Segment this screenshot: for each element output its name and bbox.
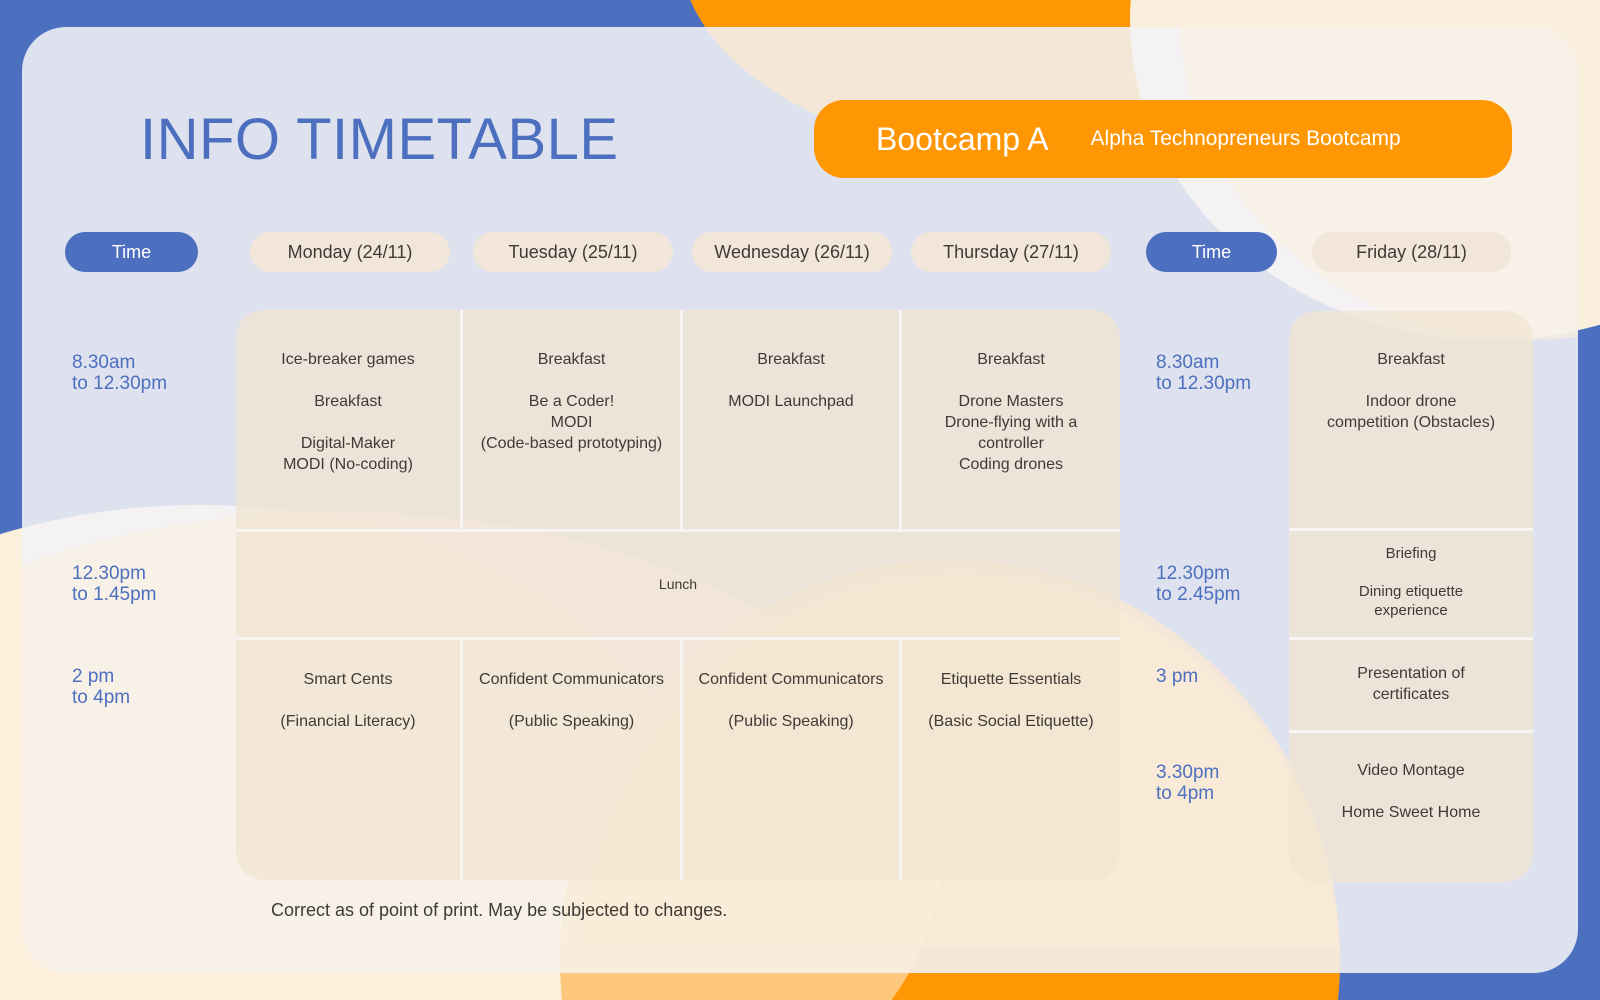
thursday-morning-cell: Breakfast Drone Masters Drone-flying with a controller Coding drones [944,351,1078,473]
friday-late-cell: Video Montage Home Sweet Home [1341,762,1481,821]
time-three-right: 3 pm [1156,666,1199,687]
friday-header: Friday (28/11) [1312,232,1511,272]
friday-grid [1289,311,1533,882]
time-header-right: Time [1146,232,1277,272]
thursday-header: Thursday (27/11) [911,232,1111,272]
time-lunch-left: 12.30pm to 1.45pm [72,563,157,605]
divider [1289,730,1533,733]
time-afternoon-left: 2 pm to 4pm [72,666,131,708]
divider [680,310,683,532]
friday-morning-cell: Breakfast Indoor drone competition (Obstacles) [1326,351,1496,431]
tuesday-morning-cell: Breakfast Be a Coder! MODI (Code-based prototyping) [480,351,663,452]
tuesday-header: Tuesday (25/11) [473,232,673,272]
time-morning-right: 8.30am to 12.30pm [1156,352,1252,394]
divider [1289,528,1533,531]
divider [1289,637,1533,640]
thursday-afternoon-cell: Etiquette Essentials (Basic Social Etiquette) [928,671,1094,730]
tuesday-afternoon-cell: Confident Communicators (Public Speaking) [479,671,664,730]
bootcamp-banner [814,100,1512,178]
monday-morning-cell: Ice-breaker games Breakfast Digital-Maker MODI (No-coding) [281,351,415,473]
time-late-right: 3.30pm to 4pm [1156,762,1220,804]
weekday-grid [236,310,1120,880]
bootcamp-subtitle: Alpha Technopreneurs Bootcamp [1090,127,1401,150]
divider [236,637,1120,640]
footnote: Correct as of point of print. May be subjected to changes. [271,900,728,920]
page-title: INFO TIMETABLE [140,107,619,172]
monday-header: Monday (24/11) [250,232,450,272]
friday-midday-cell: Briefing Dining etiquette experience [1358,545,1464,619]
bootcamp-name: Bootcamp A [876,120,1049,157]
wednesday-afternoon-cell: Confident Communicators (Public Speaking) [698,671,884,730]
time-midday-right: 12.30pm to 2.45pm [1156,563,1241,605]
monday-afternoon-cell: Smart Cents (Financial Literacy) [280,671,416,730]
divider [236,529,1120,532]
time-morning-left: 8.30am to 12.30pm [72,352,168,394]
wednesday-morning-cell: Breakfast MODI Launchpad [728,351,854,410]
time-header-left: Time [65,232,198,272]
wednesday-header: Wednesday (26/11) [692,232,892,272]
lunch-cell: Lunch [658,576,698,592]
friday-three-cell: Presentation of certificates [1357,665,1465,703]
